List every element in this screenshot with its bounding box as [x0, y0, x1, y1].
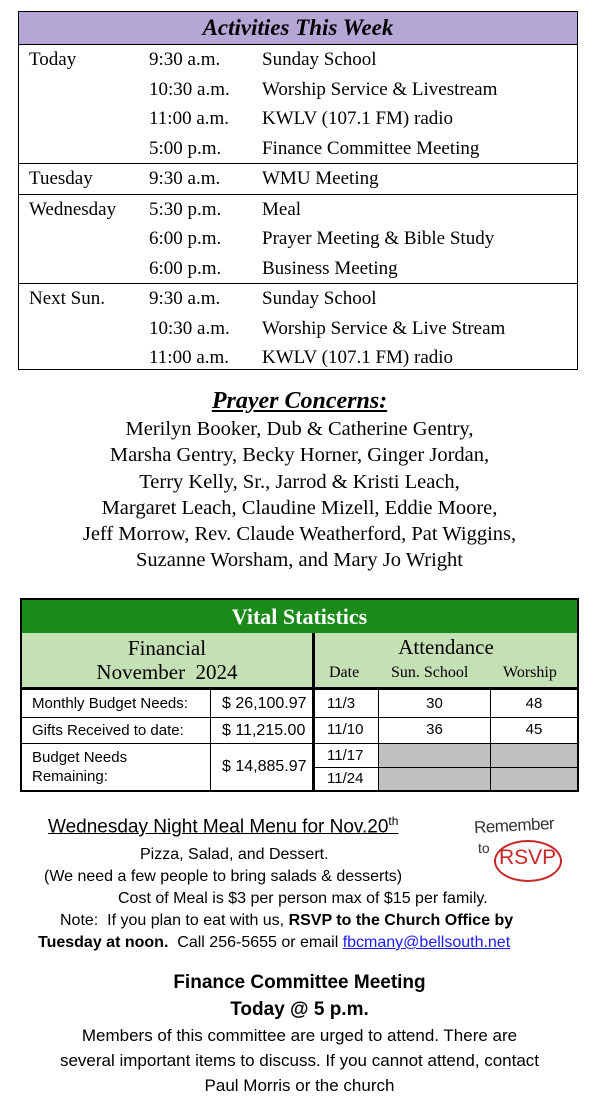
activity-row	[19, 45, 577, 75]
activity-time: 10:30 a.m.	[149, 78, 230, 100]
rsvp-text: RSVP	[499, 846, 557, 869]
attendance-header	[315, 633, 577, 687]
activity-event: Business Meeting	[262, 257, 398, 279]
remaining-value: $ 14,885.97	[222, 758, 307, 775]
prayer-line: Margaret Leach, Claudine Mizell, Eddie Moore,	[101, 496, 498, 519]
activity-event: Finance Committee Meeting	[262, 137, 480, 159]
activity-row	[19, 284, 577, 314]
att-date: 11/17	[327, 747, 364, 764]
activity-row	[19, 164, 577, 194]
finance-text: Members of this committee are urged to attend. There are	[81, 1026, 518, 1045]
activity-row	[19, 314, 577, 344]
att-date: 11/3	[327, 695, 356, 712]
att-date: 11/24	[327, 770, 364, 787]
grid-line	[490, 690, 491, 790]
empty-cell	[379, 768, 490, 790]
att-worship: 45	[525, 721, 543, 738]
activity-time: 5:00 p.m.	[149, 137, 222, 159]
meal-note-bold: RSVP to the Church Office by	[288, 912, 514, 929]
prayer-line: Terry Kelly, Sr., Jarrod & Kristi Leach,	[139, 470, 460, 493]
activity-row	[19, 134, 577, 164]
activity-event: Worship Service & Live Stream	[262, 317, 506, 339]
vital-statistics-table	[20, 598, 579, 792]
activity-event: Sunday School	[262, 288, 377, 309]
prayer-concerns	[0, 386, 599, 574]
grid-line	[378, 690, 379, 790]
activity-time: 11:00 a.m.	[149, 347, 230, 368]
empty-cell	[491, 768, 577, 790]
remaining-label-line: Budget Needs	[32, 749, 128, 766]
remember-rsvp-graphic	[470, 814, 566, 884]
activity-row	[19, 224, 577, 254]
activities-table	[18, 11, 578, 370]
meal-title	[48, 814, 398, 838]
month-label: November 2024	[96, 660, 238, 684]
prayer-line: Jeff Morrow, Rev. Claude Weatherford, Pat Wiggins,	[82, 523, 517, 546]
grid-line	[210, 690, 211, 790]
col-worship: Worship	[503, 664, 557, 681]
activity-event: KWLV (107.1 FM) radio	[262, 347, 454, 368]
gifts-label: Gifts Received to date:	[32, 722, 184, 739]
meal-contact-bold: Tuesday at noon.	[38, 934, 169, 951]
meal-menu: Pizza, Salad, and Dessert.	[140, 846, 329, 863]
prayer-line: Suzanne Worsham, and Mary Jo Wright	[136, 549, 463, 572]
budget-value: $ 26,100.97	[222, 695, 307, 712]
finance-title: Finance Committee Meeting	[173, 972, 426, 993]
empty-cell	[379, 744, 490, 767]
att-worship: 48	[525, 695, 543, 712]
attendance-label: Attendance	[398, 635, 494, 659]
finance-subtitle: Today @ 5 p.m.	[230, 999, 369, 1020]
activity-event: Sunday School	[262, 49, 377, 70]
meal-contact	[38, 934, 510, 952]
vital-header	[22, 633, 577, 690]
empty-cell	[491, 744, 577, 767]
activity-event: KWLV (107.1 FM) radio	[262, 108, 454, 129]
prayer-title: Prayer Concerns:	[211, 388, 388, 414]
activity-time: 9:30 a.m.	[149, 49, 221, 70]
finance-meeting	[0, 969, 599, 1023]
remaining-label-line: Remaining:	[32, 768, 108, 785]
activity-row	[19, 343, 577, 373]
meal-title-sup: th	[388, 814, 399, 828]
prayer-line: Merilyn Booker, Dub & Catherine Gentry,	[125, 418, 474, 440]
meal-note-text: Note: If you plan to eat with us,	[60, 912, 289, 929]
prayer-line: Marsha Gentry, Becky Horner, Ginger Jordan,	[109, 444, 490, 467]
activity-time: 11:00 a.m.	[149, 108, 230, 129]
att-school: 36	[426, 721, 443, 738]
financial-label: Financial	[127, 636, 207, 660]
att-school: 30	[426, 695, 443, 712]
gifts-value: $ 11,215.00	[222, 722, 306, 739]
meal-contact-text: Call 256-5655 or email	[168, 934, 343, 951]
grid-line	[22, 743, 577, 744]
activity-time: 9:30 a.m.	[149, 288, 221, 309]
activity-event: Meal	[262, 198, 302, 220]
activity-day: Wednesday	[29, 198, 117, 220]
activity-row	[19, 75, 577, 105]
activity-day: Tuesday	[29, 168, 93, 189]
activity-row	[19, 104, 577, 134]
activity-event: Prayer Meeting & Bible Study	[262, 228, 495, 249]
meal-title-text: Wednesday Night Meal Menu for Nov.20	[48, 816, 389, 838]
vital-title: Vital Statistics	[22, 600, 577, 634]
meal-cost: Cost of Meal is $3 per person max of $15 per family.	[118, 890, 488, 907]
finance-text: Paul Morris or the church	[204, 1076, 395, 1095]
activity-time: 10:30 a.m.	[149, 317, 230, 339]
att-date: 11/10	[327, 721, 364, 738]
meal-request: (We need a few people to bring salads & desserts)	[44, 868, 403, 885]
grid-line	[315, 767, 577, 768]
activity-row	[19, 195, 577, 225]
activity-event: WMU Meeting	[262, 168, 379, 189]
grid-line	[22, 717, 577, 718]
activity-time: 6:00 p.m.	[149, 228, 222, 249]
activity-event: Worship Service & Livestream	[262, 78, 498, 100]
col-sun-school: Sun. School	[391, 664, 469, 681]
col-date: Date	[329, 664, 360, 681]
activity-time: 9:30 a.m.	[149, 168, 221, 189]
financial-header	[22, 633, 315, 687]
activity-group	[19, 164, 577, 195]
email-link[interactable]: fbcmany@bellsouth.net	[342, 934, 511, 951]
activity-group	[19, 284, 577, 373]
activity-day: Next Sun.	[29, 288, 105, 309]
budget-label: Monthly Budget Needs:	[32, 695, 188, 712]
remaining-label	[32, 748, 127, 786]
activity-group	[19, 45, 577, 164]
activity-time: 5:30 p.m.	[149, 198, 222, 220]
activities-title: Activities This Week	[19, 12, 577, 45]
activity-time: 6:00 p.m.	[149, 257, 222, 279]
rsvp-to-text: to	[478, 840, 490, 856]
finance-text: several important items to discuss. If you cannot attend, contact	[59, 1051, 540, 1070]
rsvp-remember-text: Remember	[473, 813, 555, 838]
activity-day: Today	[29, 49, 77, 70]
activity-group	[19, 195, 577, 285]
meal-note	[60, 912, 513, 930]
activity-row	[19, 254, 577, 284]
